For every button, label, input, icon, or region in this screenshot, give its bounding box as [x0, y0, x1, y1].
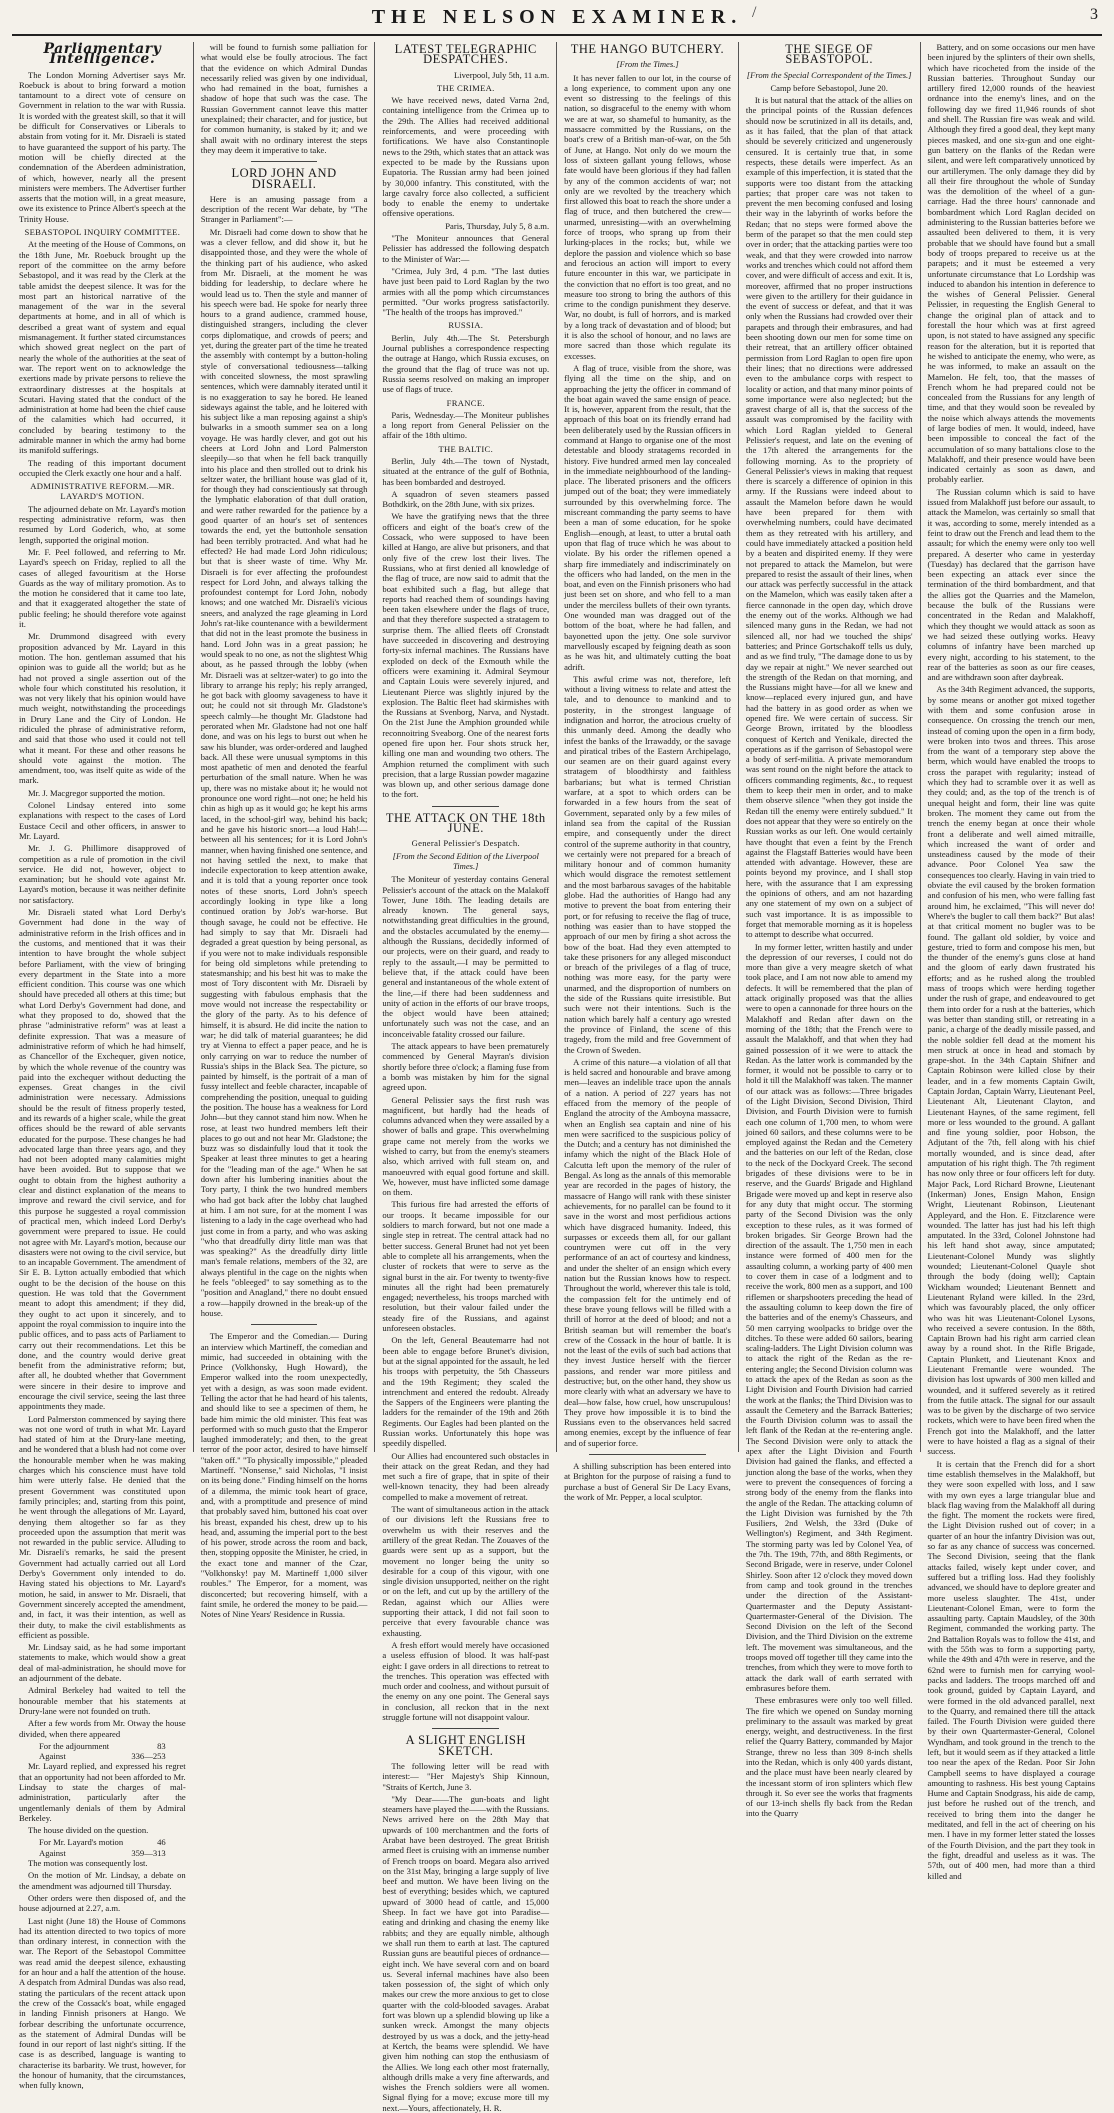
paragraph: Last night (June 18) the House of Commons had its attention directed to two topics of more than ordinary interest, in connection with the war. The Report of the Sebastopol Committee was read amid the deepest silence, exhausting for an hour and a half the attention of the house. A despatch from Admiral Dundas was also read, stating the particulars of the recent attack upon the crew of the Cossack's boat, while engaged in landing Finnish prisoners at Hango. We forbear describing the unfortunate occurrence, as the statement of Admiral Dundas will be found in our report of last night's sitting. If the case is as described, language is wanting to characterise its barbarity. We trust, however, for the honour of humanity, that the circumstances, when fully known,: [19, 1915, 186, 2091]
subheading-russia: RUSSIA.: [448, 320, 484, 331]
paragraph: The house divided on the question.: [28, 1825, 149, 1836]
paragraph: It is but natural that the attack of the allies on the principal points of the Russian defences should now be scrutinized in all its details, and, as it has failed, that the plan of that attack should be severely criticized and ungenerously censured. It is certainly true that, in some respects, these details were imperfect. As an example of this imperfection, it is stated that the supports were too distant from the attacking parties; that proper care was not taken to prevent the men becoming confused and losing their way in the labyrinth of works before the Redan; that no steps were formed above the berm of the parapet so that the men could step over in order; that the attacking parties were too weak, and that they were crowded into narrow works and trenches which could not afford them cover, and were difficult of access and exit. It is, moreover, affirmed that no proper instructions were given to the artillery for their guidance in the event of success or defeat, and that it was only when the Russians had crowded over their parapets and through their embrasures, and had been shooting down our men for some time on their retreat, that an artillery officer obtained permission from Lord Raglan to open fire upon their lines; that no directions were addressed even to the ambulance corps with respect to locality or action, and that many minor points of some importance were also neglected; but the gravest charge of all is, that the success of the assault was compromised by the facility with which Lord Raglan yielded to General Pelissier's request, and late on the evening of the 17th altered the arrangements for the following morning. As to the propriety of General Pelissier's views in making that request there is scarcely a difference of opinion in this army. If the Russians were indeed about to assault the Mamelon before dawn he would have been prepared for them with overwhelming numbers, could have decimated them as they retreated with his artillery, and could have immediately attacked a position held by a beaten and dispirited enemy. If they were not prepared to attack the Mamelon, but were prepared to resist the assault of their lines, when our attack was perfectly successful in the attack on the Mamelon, which was easily taken after a fierce cannonade in the open day, which drove the enemy out of the works. Although we had silenced many guns in the Redan, we had not silenced all, nor had we touched the ships' batteries; and Prince Gortschakoff tells us duly, and as we find truly, "The damage done to us by day we repair at night." We never searched out the strength of the Redan on that morning, and the Russians might have—for all we knew and know—replaced every injured gun, and have had the battery in as good order as when we opened fire. We were certain of success. Sir George Brown, irritated by the bloodless conquest of Kertch and Yenikale, directed the operations as if the garrison of Sebastopol were a body of serf-militia. A private memorandum was sent round on the night before the attack to officers commanding regiments, &c., to request them to keep their men in order, and to make them observe silence "when they got inside the Redan till the enemy were entirely subdued." It does not appear that they were so entirely on the Russian works as our left. One would certainly have thought that even a feint by the French against the Flagstaff Batteries would have been attended with advantage. However, these are points beyond my province, and I shall stop here, with the assurance that I am expressing the opinions of others, and am not hazarding any one statement of my own on a subject of such vast importance. It is as impossible to forget that memorable morning as it is hopeless to attempt to describe what occurred.: [745, 95, 913, 940]
divider: [251, 161, 318, 162]
paragraph: A shilling subscription has been entered into at Brighton for the purpose of raising a fund to purchase a bust of General Sir De Lacy Evans, the work of Mr. Pepper, a local sculptor.: [564, 1461, 731, 1502]
newspaper-title: THE NELSON EXAMINER.: [371, 5, 743, 28]
paragraph: Berlin, July 4th.—The St. Petersburgh Journal publishes a correspondence respecting the outrage at Hango, which Russia excuses, on the ground that the flag of truce was not up. Russia seems resolved on making an improper use of flags of truce.: [382, 332, 550, 395]
article-heading-telegraphic: LATEST TELEGRAPHIC DESPATCHES.: [394, 42, 537, 67]
paragraph: "My Dear——The gun-boats and light steamers have played the——with the Russians. News arrived here on the 28th May that upwards of 100 merchantmen and the forts of Arabat have been destroyed. The great British armed fleet is cruising with an immense number of French troops on board. Megara also arrived on the 31st May, bringing a large supply of live beef and mutton. We have been living on the best of everything; besides which, we captured upward of 3000 head of cattle, and 15,000 Sheep. In fact we have got into Paradise—eating and drinking and chasing the enemy like rabbits; and they are equally nimble, although we shall run them to earth at last. The captured Russian guns are beautiful pieces of ordnance—eight inch. We have several corn and on board us. Several infernal machines have also been taken possession of, the sight of which only makes our crew the more anxious to get to close quarter with the cold-blooded savages. Arabat fort was blown up a splendid blowing up like a sunken wreck. Amongst the many objects destroyed by us was a dock, and the jetty-head at Kertch, the beams were splendid. We have given him nothing can stop the enthusiasm of the Allies. We long each other most fraternally, although drills make a very fine afterwards, and wishes the French soldiers were all women. Signal flying for a move; excuse more till my next.—Yours, affectionately, H. R.: [382, 1793, 550, 2113]
dateline: Paris, Thursday, July 5, 8 a.m.: [445, 220, 550, 231]
paragraph: The following letter will be read with interest:— "Her Majesty's Ship Kinnoun, "Straits of Kertch, June 3.: [382, 1760, 550, 1792]
paragraph: The want of simultaneous action in the attack of our divisions left the Russians free to overwhelm us with their reserves and the artillery of the great Redan. The Zouaves of the guards were sent up as a support, but the movement no longer being the unity so desirable for a coup of this vigour, with one single division unsupported, neither on the right or on the left, and cut up by the artillery of the Redan, against which our Allies were supporting their attack, I did not fail soon to perceive that every favourable chance was exhausting.: [382, 1504, 550, 1638]
paragraph: A squadron of seven steamers passed Bothdkirk, on the 28th June, with six prizes.: [382, 488, 550, 510]
dateline: Camp before Sebastopol, June 20.: [770, 82, 888, 93]
column-3: [375, 42, 557, 2113]
column-4: [557, 42, 739, 1502]
paragraph: Mr. Drummond disagreed with every proposition advanced by Mr. Layard in this motion. The hon. gentleman assumed that his opinion was to guide all the world; but as he had not proved a single assertion out of the whole four which constituted his resolution, it was not very likely that his opinion would have much weight, notwithstanding the proceedings in Drury Lane and the City of London. He ridiculed the phrase of administrative reform, and said that those who used it could not tell what it meant. For these and other reasons he should vote against the motion. The amendment, too, was itself quite as wide of the mark.: [19, 631, 186, 786]
paragraph: Mr. F. Peel followed, and referring to Mr. Layard's speech on Friday, replied to all the cases of alleged favouritism at the Horse Guards as the way of military promotion. As to the motion he considered that it came too late, and that it exaggerated altogether the state of public feeling; he should therefore vote against it.: [19, 546, 186, 630]
paragraph: The Moniteur of yesterday contains General Pelissier's account of the attack on the Malakoff Tower, June 18th. The leading details are already known. The general says, notwithstanding great difficulties in the ground, and the obstacles accumulated by the enemy—although the Russians, decidedly informed of our projects, were on their guard, and ready to reply to the assault,—I may be permitted to believe that, if the attack could have been general and instantaneous of the whole extent of the line,—if there had been suddenness and unity of action in the efforts of our brave troops, the object would have been attained; unfortunately such was not the case, and an inconceivable fatality crossed our failure.: [382, 874, 550, 1039]
paragraph: After a few words from Mr. Otway the house divided, when there appeared: [19, 1718, 186, 1739]
column-5: [739, 42, 921, 1819]
paragraph: This awful crime was not, therefore, left without a living witness to relate and attest the tale, and to denounce to mankind and to posterity, in the strongest language of indignation and horror, the atrocious cruelty of this unmanly deed. Among the deadly who infest the banks of the Irrawaddy, or the savage and piratical tribes of the Eastern Archipelago, our seamen are on their guard against every stratagem of bloodthirsty and faithless barbarians; but what is termed Christian warfare, at a spot to which orders can be forwarded in a few hours from the seat of Government, separated only by a few miles of inland sea from the capital of the Russian empire, and consequently under the direct control of the supreme authority in that country, we certainly were not prepared for a breach of military honour and of common humanity which would disgrace the remotest settlement and the most barbarous savages of the habitable globe. Had the authorities of Hango had any motive to prevent the boat from entering their port, or for refusing to receive the flag of truce, nothing was easier than to have stopped the approach of our men by firing a shot across the bow of the boat. Had they even attempted to take these prisoners for any alleged misconduct or breach of the privileges of a flag of truce, nothing was more easy, for the party were unarmed, and the disproportion of numbers on the side of the Russians quite irresistible. But such were not their intentions. Such is the nation which barely half a century ago wrested the province of Finland, the scene of this tragedy, from the mild and free Government of the Crown of Sweden.: [564, 673, 731, 1055]
paragraph: Our Allies had encountered such obstacles in their attack on the great Redan, and they had met such a fire of grape, that in spite of their well-known tenacity, they had been already compelled to make a movement of retreat.: [382, 1450, 550, 1502]
divider: [432, 806, 499, 807]
paragraph: It is certain that the French did for a short time establish themselves in the Malakhoff, but they were soon expelled with loss, and I saw with my own eyes a large triangular blue and black flag waving from the Malakhoff all during the fight. The moment the rockets were fired, the Light Division rushed out of cover; in a quarter of an hour the infantry Division was out, so far as any chance of success was concerned. The Second Division, seeing that the flank attacks failed, wisely kept under cover, and suffered but a trifling loss. Had they foolishly advanced, we should have to deplore greater and more useless slaughter. The 41st, under Lieutenant-Colonel Eman, were to form the assaulting party. Captain Maudsley, of the 30th Regiment, commanded the working party. The 2nd Battalion Royals was to follow the 41st, and with the 55th was to form a supporting party, while the 49th and 47th were in reserve, and the 62nd were to furnish men for carrying wool-packs and ladders. The troops marched off and took ground, guided by Captain Layard, and were formed in the old advanced parallel, next to the Quarry, and remained there till the attack failed. The Fourth Division were guided there by their own Quartermaster-General, Colonel Wyndham, and took ground in the trench to the left, but it would seem as if they attacked a little too near the apex of the Redan. Poor Sir John Campbell seems to have displayed a courage amounting to rashness. His best young Captains Hume and Captain Snodgrass, his aide de camp, just before he rushed out of the trench, and received to bring them into the danger he meditated, and fell in the act of cheering on his men. I have in my former letter stated the losses of the Fourth Division, and the part they took in the fight, dreadful and useless as it was. The 57th, out of 400 men, had more than a third killed and: [927, 1458, 1096, 1881]
paragraph: Colonel Lindsay entered into some explanations with respect to the cases of Lord Eustace Cecil and other officers, in answer to Mr. Layard.: [19, 800, 186, 841]
subheading-crimea: THE CRIMEA.: [436, 82, 495, 93]
subheading-france: FRANCE.: [446, 397, 485, 408]
divider: [589, 1454, 706, 1455]
paragraph: A fresh effort would merely have occasioned a useless effusion of blood. It was half-past eight: I gave orders in all directions to retreat to the trenches. This operation was effected with much order and coolness, and without pursuit of the enemy on any one point. The General says in conclusion, all reckon that in the next struggle fortune will not disappoint valour.: [382, 1639, 550, 1723]
paragraph: On the motion of Mr. Lindsay, a debate on the amendment was adjourned till Thursday.: [19, 1870, 186, 1891]
source-note: [From the Special Correspondent of the Times.]: [746, 69, 912, 80]
paragraph: Lord Palmerston commenced by saying there was not one word of truth in what Mr. Layard had stated of him at the Drury-lane meeting, and he wondered that a blush had not come over the honourable member when he was making charges which his conscience must have told him were utterly false. He denied that the present Government was constituted upon family principles; and, starting from this point, he went through the allegations of Mr. Layard, denying them altogether so far as they proceeded upon the assumption that merit was not rewarded in the public service. Alluding to Mr. Disraeli's remarks, he said the present Government had actually carried out all Lord Derby's Government only intended to do. Having stated his objections to Mr. Layard's motion, he said, in answer to Mr. Disraeli, that Government sincerely accepted the amendment, and, in fact, it was their intention, as well as their duty, to make the civil establishments as efficient as possible.: [19, 1413, 186, 1640]
paragraph: Mr. Lindsay said, as he had some important statements to make, which would show a great deal of mal-administration, he should move for an adjournment of the debate.: [19, 1642, 186, 1684]
paragraph: The reading of this important document occupied the Clerk exactly one hour and a half.: [19, 457, 186, 478]
paragraph: On the left, General Beautemarre had not been able to engage before Brunet's division, but at the signal appointed for the assault, he led his troops with perpetuity, the 5th Chasseurs and the 19th Regiment; they scaled the intrenchment and entered the redoubt. Already the Sappers of the Engineers were planting the ladders for the remainder of the 19th and 26th Regiments. Our Eagles had been planted on the Russian works. Unfortunately this hope was speedily dispelled.: [382, 1335, 550, 1449]
paragraph: These embrasures were only too well filled. The fire which we opened on Sunday morning preliminary to the assault was marked by great energy, weight, and destructiveness. In the first relief the Quarry Battery, commanded by Major Strange, threw no less than 309 8-inch shells into the Redan, which is only 400 yards distant, and the place must have been nearly cleared by the incessant storm of iron splinters which flew through it. So ever see the works that fragments of our 13-inch shells fly back from the Redan into the Quarry: [745, 1695, 913, 1819]
article-heading-sketch: A SLIGHT ENGLISH SKETCH.: [405, 1733, 526, 1758]
division-row: Against 359—313: [39, 1847, 166, 1858]
corner-mark: /: [752, 4, 757, 21]
paragraph: The Russian column which is said to have issued from Malakhoff just before our assault, to attack the Mamelon, was certainly so small that it was, according to some, merely intended as a feint to draw out the French and lead them to the assault; for which the enemy were only too well prepared. A deserter who came in yesterday (Tuesday) has declared that the garrison have been expecting an attack ever since the termination of the third bombardment, and that the allies got the Quarries and the Mamelon, because the bulk of the Russians were concentrated in the Redan and Malakhoff, which they thought we would attack as soon as we had seized these outlying works. Heavy columns of infantry have been marched up every night, according to his statement, to the rear of the batteries as soon as our fire ceases, and are withdrawn soon after daybreak.: [927, 486, 1096, 683]
paragraph: The London Morning Advertiser says Mr. Roebuck is about to bring forward a motion tantamount to a direct vote of censure on Government in relation to the war with Russia. It is worded with the greatest skill, so that it will be difficult for Conservatives or Liberals to abstain from voting for it. Mr. Disraeli is stated to have guaranteed the support of his party. The motion will be chiefly directed at the condemnation of the Aberdeen administration, of which, however, nearly all the present ministers were members. The Advertiser further asserts that the motion will, in a great measure, owe its existence to Prince Albert's speech at the Trinity House.: [19, 69, 186, 224]
masthead: [12, 0, 1102, 36]
source-note: [From the Times.]: [616, 59, 679, 70]
paragraph: "Crimea, July 3rd, 4 p.m. "The last duties have just been paid to Lord Raglan by the two armies with all the pomp which circumstances permitted. "Our works progress satisfactorily. "The health of the troops has improved.": [382, 265, 550, 318]
subheading-baltic: THE BALTIC.: [438, 443, 494, 454]
paragraph: Mr. J. G. Phillimore disapproved of competition as a rule of promotion in the civil service. He did not, however, object to examination; but he should vote against Mr. Layard's motion, because it was neither definite nor satisfactory.: [19, 843, 186, 905]
paragraph: As the 34th Regiment advanced, the supports, by some means or another got mixed together with them and some confusion arose in consequence. On crossing the trench our men, instead of coming upon the open in a firm body, were broken into twos and threes. This arose from the want of a temporary step above the berm, which would have enabled the troops to cross the parapet with regularity; instead of which they had to scramble over it as well as they could; and, as the top of the trench is of unequal height and form, their line was quite broken. The moment they came out from the trench the enemy began at once their whole front a deliberate and well aimed mitraille, which increased the want of order and unsteadiness caused by the mode of their advance. Poor Colonel Yea saw the consequences too clearly. Having in vain tried to obviate the evil caused by the broken formation and confusion of his men, who were falling fast around him, he exclaimed, "This will never do! Where's the bugler to call them back?" But alas! at that critical moment no bugler was to be found. The gallant old soldier, by voice and gesture, tried to form and compose his men, but the thunder of the enemy's guns close at hand and the gloom of early dawn frustrated his efforts; and as he rushed along the troubled mass of troops which were herding together under the rush of grape, and endeavoured to get them into order for a rush at the batteries, which was better than standing still, or retreating in a panic, a charge of the deadly missile passed, and the noble soldier fell dead at the moment his men struck at once in head and stomach by grape-shot. In the 34th Captain Shifner and Captain Robinson were killed close by their leader, and in a few moments Captain Gwilt, Captain Jordan, Captain Warry, Lieutenant Peel, Lieutenant Alt, Lieutenant Clayton, and Lieutenant Haynes, of the same regiment, fell more or less wounded to the ground. A gallant and fine young soldier, poor Hobson, the Adjutant of the 7th, fell along with his chief mortally wounded, and is since dead, after amputation of his right thigh. The 7th regiment has now only three or four officers left for duty. Major Pack, Lord Richard Browne, Lieutenant (Inkerman) Jones, Ensign Mahon, Ensign Wright, Lieutenant Robinson, Lieutenant Appleyard, and the Hon. E. Fitzclarence were wounded. The latter has just had his left thigh amputated. In the 33rd, Colonel Johnstone had his left hand shot away, since amputated; Lieutenant-Colonel Mundy was slightly wounded; Lieutenant-Colonel Quayle shot through the body (doing well); Captain Wickham wounded; Lieutenant Bennett and Lieutenant Ryland were killed. In the 23rd, which was favourably placed, the only officer who was hit was Lieutenant-Colonel Lysons, who received a severe contusion. In the 88th, Captain Brown had his right arm carried clean away by a round shot. In the Rifle Brigade, Captain Plunkett, and Lieutenant Knox and Lieutenant Fremantle were wounded. The division has lost upwards of 300 men killed and wounded, and it suffered severely as it retired from the futile attack. The signal for our assault was to be given by the discharge of two service rockets, which were to have been fired when the French got into the Malakhoff, and the latter were to have hoisted a flag as a signal of their success.: [927, 684, 1096, 1457]
paragraph: The adjourned debate on Mr. Layard's motion respecting administrative reform, was then resumed by Lord Goderich, who, at some length, supported the original motion.: [19, 503, 186, 545]
paragraph: At the meeting of the House of Commons, on the 18th June, Mr. Roebuck brought up the report of the committee on the army before Sebastopol, and it was read by the Clerk at the table amidst the deepest silence. It was for the most part an historical narrative of the management of the war in the several departments at home, and in all of which is described a great want of system and equal mismanagement. It further stated circumstances which showed great neglect on the part of nearly the whole of the authorities at the seat of war. The report went on to acknowledge the exertions made by private persons to relieve the extraordinary distresses at the hospitals at Scutari. Having stated that the conduct of the administration at home had been the chief cause of the calamities which had occurred, it concluded by bearing testimony to the admirable manner in which the army had borne its manifold sufferings.: [19, 239, 186, 456]
paragraph: "The Moniteur announces that General Pelissier has addressed the following despatch to the Minister of War:—: [382, 233, 550, 264]
paragraph: It has never fallen to our lot, in the course of a long experience, to comment upon any one event so distressing to the feelings of this nation, so disgraceful to the enemy with whom we are at war, so shameful to humanity, as the massacre committed by the Russians, on the boat's crew of a British man-of-war, on the 5th of June, at Hango. Not only do we mourn the loss of sixteen gallant young fellows, whose fate would have been glorious if they had fallen by any of the common accidents of war; not only are we revolted by the treachery which first allowed this boat to reach the shore under a flag of truce, and then butchered the crew—unarmed, unresisting—with an overwhelming force of troops, who sprang up from their lurking-places in the rocks; but, while we deplore the passion and violence which so base and ferocious an action will import to every future encounter in this war, we participate in the conviction that no effort is too great, and no measure too strong to bring the authors of this crime to the condign punishment they deserve. War, no doubt, is full of horrors, and is marked by a long track of devastation and of blood; but it is also the school of honour, and no laws are more sacred than those which regulate its excesses.: [564, 72, 731, 361]
subheading-despatch: General Pelissier's Despatch.: [411, 838, 520, 849]
source-note: [From the Second Edition of the Liverpool Times.]: [392, 850, 539, 871]
paragraph: Mr. Disraeli stated what Lord Derby's Government had done in the way of administrative reform in the Irish offices and in the customs, and mentioned that it was their intention to have brought the whole subject before Parliament, with the view of bringing every department in the State into a more efficient condition. This course was one which should have preceded all others at this time; but what Lord Derby's Government had done, and what they proposed to do, showed that the phrase "administrative reform" was at least a definite expression. That was a measure of administrative reform of which he had himself, as Chancellor of the Exchequer, given notice, by which the whole revenue of the country was paid into the exchequer without deducting the expenses. Great changes in the civil administration were necessary. Admissions should be the result of fitness properly tested, and its rewards of a higher scale, while the great offices should be the reward of able servants educated for the purpose. These changes he had advocated large than three years ago, and they had not been adopted many calamities might have been avoided. But to suppose that we ought to obtain from the highest authority a clear and distinct explanation of the means to improve and reward the civil service, and for this purpose he suggested a royal commission of practical men, which indeed Lord Derby's government were prepared to issue. He could not agree with Mr. Layard's motion, because our disasters were not owing to the civil service, but to an incapable Government. The amendment of Sir E. B. Lytton actually embodied that which ought to be the decision of the house on this question. He was told that the Government meant to adopt this amendment; if they did, they ought to act upon it sincerely, and to appoint the royal commission to inquire into the public offices, and to pass acts of Parliament to carry out their recommendations. Let this be done, and the country would derive great benefit from the administrative reform; but, after all, he doubted whether that Government were sincere in their desire to improve and encourage the civil service, seeing the last three appointments they made.: [19, 907, 186, 1412]
divider: [251, 1324, 318, 1325]
page-number: 3: [1090, 6, 1098, 23]
paragraph: A flag of truce, visible from the shore, was flying all the time on the ship, and on approaching the jetty the officer in command of the boat again waved the same ensign of peace. It is, however, apparent from the result, that the approach of this boat on its friendly errand had been deliberately used by the Russian officers in command at Hango to organise one of the most detestable and bloody stratagems recorded in history. Five hundred armed men lay concealed in the immediate neighbourhood of the landing-place. The liberated prisoners and the officers jumped out of the boat; they were immediately surrounded by this overwhelming force. The miscreant commanding the party seems to have been a man of some education, for he spoke English—enough, at least, to utter a brutal oath upon that flag of truce which he was about to violate. By his order the riflemen opened a sharp fire immediately and indiscriminately on the officers who had landed, on the men in the boat, and even on the Finnish prisoners who had just been set on shore, and who fell to a man under the merciless bullets of their own tyrants. One wounded man was dragged out of the bottom of the boat, where he had fallen, and bayonetted upon the jetty. One sole survivor marvellously escaped by feigning death as soon as he was hit, and ultimately cutting the boat adrift.: [564, 362, 731, 672]
paragraph: We have received news, dated Varna 2nd, containing intelligence from the Crimea up to the 29th. The Allies had received additional reinforcements, and were proceeding with fortifications. We have also Constantinople news to the 29th, which states that an attack was expected to be made by the Russians upon Eupatoria. The Russian army had been joined by 30,000 infantry. This constituted, with the large cavalry force also collected, a sufficient body to enable the enemy to undertake offensive operations.: [382, 95, 550, 219]
paragraph: Other orders were then disposed of, and the house adjourned at 2.27, a.m.: [19, 1892, 186, 1914]
paragraph: The motion was consequently lost.: [28, 1858, 148, 1869]
paragraph: Berlin, July 4th.—The town of Nystadt, situated at the entrance of the gulf of Bothnia, has been bombarded and destroyed.: [382, 455, 550, 487]
subheading-reform: ADMINISTRATIVE REFORM.—MR. LAYARD'S MOTION.: [30, 481, 175, 502]
paragraph: The attack appears to have been prematurely commenced by General Mayran's division shortly before three o'clock; a flaming fuse from a bomb was mistaken by him for the signal agreed upon.: [382, 1041, 550, 1093]
dateline: Liverpool, July 5th, 11 a.m.: [453, 69, 550, 80]
division-row: For Mr. Layard's motion 46: [39, 1837, 166, 1848]
paragraph: This furious fire had arrested the efforts of our troops. It became impossible for our soldiers to march forward, but not one made a single step in retreat. The central attack had no better success. General Brunet had not yet been able to complete all his arrangements, when the cluster of rockets that were to serve as the signal burst in the air. For twenty to twenty-five minutes all the right had been prematurely engaged; nevertheless, his troops marched with resolution, but their valour failed under the steady fire of the Russians, and against unforeseen obstacles.: [382, 1199, 550, 1334]
section-heading-parliamentary: Parliamentary Intelligence.: [43, 41, 162, 68]
column-2: [194, 42, 376, 1620]
paragraph: Paris, Wednesday.—The Moniteur publishes a long report from General Pelissier on the affair of the 18th ultimo.: [382, 409, 550, 441]
division-row: For the adjournment 83: [39, 1740, 166, 1751]
column-6: [921, 42, 1103, 1881]
subheading-inquiry: SEBASTOPOL INQUIRY COMMITTEE.: [24, 227, 181, 238]
paragraph-emperor: The Emperor and the Comedian.— During an interview which Martineff, the comedian and mimic, had succeeded in obtaining with the Prince (Volkhonsky, Hugh Howard), the Emperor walked into the room unexpectedly, yet with a design, as was soon made evident. Telling the actor that he had heard of his talents, and should like to see a specimen of them, he bade him mimic the old minister. This feat was performed with so much gusto that the Emperor laughed immoderately; and then, to the great terror of the poor actor, desired to have himself "taken off." "To physically impossible," pleaded Martineff. "Nonsense," said Nicholas, "I insist on its being done." Finding himself on the horns of a dilemma, the mimic took heart of grace, and, with a promptitude and presence of mind that probably saved him, buttoned his coat over his breast, expanded his chest, drew up to his head, and, assuming the imperial port to the best of his power, strode across the room and back, then, stopping opposite the Minister, he cried, in the exact tone and manner of the Czar, "Volkhonsky! pay M. Martineff 1,000 silver roubles." The Emperor, for a moment, was disconcerted; but recovering himself, with a faint smile, he ordered the money to be paid.—Notes of Nine Years' Residence in Russia.: [200, 1331, 368, 1620]
paragraph: General Pelissier says the first rush was magnificent, but hardly had the heads of columns advanced when they were assailed by a shower of balls and grape. This overwhelming grape came not merely from the works we wished to carry, but from the enemy's steamers also, which arrived with full steam on, and manoeuvred with equal good fortune and skill. We, however, must have inflicted some damage on them.: [382, 1094, 550, 1198]
division-row: Against 336—253: [39, 1751, 166, 1762]
paragraph: Mr. Disraeli had come down to show that he was a clever fellow, and did show it, but he disappointed those, and they were the whole of the thinking part of his audience, who asked from Mr. Disraeli, at the moment he was bidding for leadership, to declare where he would lead us to. Then the style and manner of his speech were bad. He spoke for nearly three hours to a grand audience, crammed house, distinguished strangers, including the clever corps diplomatique, and crowds of peers; and yet, during the greater part of the time he treated the assembly with contempt by a button-holing style of conversational tediousness—talking with conceited slowness, the most sprawling sentences, which were damnably iterated until it is no exaggeration to say he bored. He leaned sideways against the table, and he loitered with his subject like a man reposing against a ship's bulwarks in a smooth summer sea on a long voyage. He was hardly clever, and got out his cheers at Lord John and Lord Palmerston sleepily—so that when he fell back tranquilly into his place and then strolled out to drink his seltzer water, the brilliant house was glad of it, for though they had conscientiously sat through the lymphatic elaboration of that dull oration, and were rather rewarded for the patience by a good quarter of an hour's set of sentences towards the end, yet the buttonhole sensation had been terribly protracted. And what had he effected? He had made Lord John ridiculous; but that is sheer waste of time. Why Mr. Disraeli is for ever affecting the profoundest respect for Lord John, and always talking the profoundest contempt for Lord John, nobody knows; and one watched Mr. Disraeli's vicious sneers, and analyzed the rage gleaming in Lord John's rat-like countenance with a bewilderment that did not in the least promote the business in hand. Lord John was in a great passion; he would speak to no one, as not the slightest Whig about, as he passed through the lobby (when Mr. Disraeli was at seltzer-water) to go into the library to arrange his reply; his reply arranged, he got back with gloomy savageness to have it out; he could not sit through Mr. Gladstone's speech calmly—he thought Mr. Gladstone had perorated when Mr. Gladstone had not one half done, and was on his legs to burst out when he saw his blunder, was order-ordered and laughed back. All these were unusual symptoms in this most apathetic of men and denoted the fearful perturbation of the small nature. When he was up, there was no mistake about it; he would not pronounce one word right—not one; he held his chin as high up as it would go; he kept his arms laced, in the school-girl way, behind his back; and he gave his historic snort—a loud Hah!—between all his sentences; for it is Lord John's manner, when having finished one sentence, and not having settled the next, to make that indecile expectoration to keep attention awake, and it is told that a young reporter once took notes of these snorts, Lord John's speech accordingly looking in type like a long continued oration by Job's war-horse. But though savage, he could not be effective. He had simply to say that Mr. Disraeli had degraded a great question by being personal, as if you were not to make individuals responsible for being old simpletons while pretending to statesmanship; and his best hit was to make the most of Tory discontent with Mr. Disraeli by suggesting with fabulous emphasis that the move would not increase the respectability or the glory of the party. As to his defence of himself, it is absurd. He did incite the nation to war; he did talk of material guarantees; he did try at Vienna to effect a paper peace, and he is only carrying on war to reduce the number of Russia's ships in the Black Sea. The picture, so painted by himself, is the portrait of a man of fussy intellect and feeble character, incapable of comprehending the position, unequal to guiding the position. The house has a weakness for Lord John—but they cannot stand him now. When he rose, at least two hundred members left their places to go out and not hear Mr. Gladstone; the buzz was so disdainfully loud that it took the Speaker at least three minutes to get a hearing for the "leading man of the age." When he sat down after his lumbering inanities about the Tory party, I think the two hundred members who had got back after the lobby chat laughed at him. I am not sure, for at the moment I was listening to a lady in the cage overhead who had just come in from a party, and who was asking "who that dreadfully dirty little man was that was speaking?" As the dreadfully dirty little man's female relations, members of the 32, are always plentiful in the cage on the nights when he feels "obleeged" to say something as to the "position and Anagland," there no doubt ensued a row—happily drowned in the break-up of the house.: [200, 226, 368, 1318]
article-heading-siege: THE SIEGE OF SEBASTOPOL.: [785, 42, 874, 67]
column-1: [12, 41, 194, 2091]
paragraph: We have the gratifying news that the three officers and eight of the boat's crew of the Cossack, who were supposed to have been killed at Hango, are alive but prisoners, and that only five of the crew lost their lives. The Russians, who at first denied all knowledge of the flag of truce, are now said to admit that the boat exhibited such a flag, but allege that reports had reached them of soundings having been taken elsewhere under the flags of truce, and that they therefore suspected a stratagem to surprise them. The allied fleets off Cronstadt have succeeded in discovering and destroying forty-six infernal machines. The Russians have exploded on deck of the Exmouth while the officers were examining it. Admiral Seymour and Captain Louis were severely injured, and Lieutenant Pierce was slightly injured by the explosion. The Baltic fleet had skirmishes with the Russians at Svenborg, Narva, and Nystadt. On the 21st June the Amphion grounded while reconnoitring Sveaborg. One of the nearest forts opened fire upon her. Four shots struck her, killing one man and wounding two others. The Amphion returned the compliment with such precision, that a large Russian powder magazine was blown up, and other serious damage done to the fort.: [382, 511, 550, 800]
article-heading-attack: THE ATTACK ON THE 18th JUNE.: [385, 810, 546, 836]
paragraph: Battery, and on some occasions our men have been injured by the splinters of their own shells, which have ricocheted from the inside of the Russian batteries. Throughout Sunday our artillery fired 12,000 rounds of the heaviest ordnance into the enemy's lines, and on the following day we fired 11,946 rounds of shot and shell. The Russian fire was weak and wild. Although they fired a good deal, they kept many pieces masked, and one six-gun and one eight-gun battery on the flanks of the Redan were silent, and were left comparatively unnoticed by our artillerymen. The only damage they did by all their fire throughout the whole of Sunday was the demolition of the wheel of a gun-carriage. Had the three hours' cannonade and bombardment which Lord Raglan decided on administering to the Russian batteries before we assaulted been delivered to them, it is very probable that we should have found but a small body of troops prepared to receive us at the parapets; and it must be esteemed a very unfortunate circumstance that Lo Lordship was induced to abandon his intention in deference to the wishes of General Pelissier. General Pelissier, in requesting the English General to change the original plan of attack and to forestall the hour which was at first agreed upon, is not stated to have assigned any specific reason for the alteration, but it is reported that he wished to anticipate the enemy, who were, as he was informed, to make an assault on the Mamelon. He felt, too, that the masses of French whom he had prepared could not be concealed from the Russians for any length of time, and that they would soon be revealed by the noise which always attends the movements of large bodies of men. It would, indeed, have been impossible to conceal the fact of the accumulation of so many battalions close to the Malakhoff, and their presence would have been indicated certainly as soon as dawn, and probably earlier.: [927, 42, 1096, 485]
paragraph: Mr. J. Macgregor supported the motion.: [28, 787, 166, 798]
columns: [12, 41, 1102, 2113]
paragraph: In my former letter, written hastily and under the depression of our reverses, I could not do more than give a very meagre sketch of what took place, and I am not now able to amend my defects. It will be remembered that the plan of attack originally proposed was that the allies were to open a cannonade for three hours on the Malakhoff and Redan after dawn on the morning of the 18th; that the French were to assault the Malakhoff, and that when they had gained possession of it we were to attack the Redan. As the latter work is commanded by the former, it would not be possible to carry or to hold it till the Malakhoff was taken. The manner of our attack was as follows:—Three brigades of the Light Division, Second Division, Third Division, and Fourth Division were to furnish each one column of 1,700 men, to whom were joined 60 sailors, and these columns were to be employed against the Redan and the Cemetery and the batteries on our left of the Redan, close to the neck of the Dockyard Creek. The second brigades of these divisions were to be in reserve, and the Guards' Brigade and Highland Brigade were moved up and kept in reserve also for any duty that might occur. The storming party of the Second Division was the only exception to these rules, as it was formed of broken brigades. Sir George Brown had the direction of the assault. The 1,750 men in each instance were formed of 400 men for the assaulting column, a working party of 400 men to cover them in case of a lodgment and to receive the work, 800 men as a support, and 100 riflemen or sharpshooters preceding the head of the assaulting column to keep down the fire of the batteries and of the enemy's Chasseurs, and 50 men carrying woolpacks to bridge over the ditches. To these were added 60 sailors, bearing scaling-ladders. The Light Division column was to attack the right of the Redan as the re-entering angle; the Second Division column was to attack the apex of the Redan as soon as the Light Division and Fourth Division had carried the work at the flanks; the Third Division was to assault the Cemetery and the Barrack Batteries; the Fourth Division column was to assail the left flank of the Redan at the re-entering angle. The Second Division were only to attack the apex after the Light Division and Fourth Division had gained the flanks, and effected a junction along the base of the works, when they were to prevent the consequences of forcing a strong body of the enemy from the flanks into the angle of the Redan. The attacking column of the Light Division was furnished by the 7th Fusiliers, 2nd Welsh, the 33rd (Duke of Wellington's) Regiment, and 34th Regiment. The storming party was led by Colonel Yea, of the 7th. The 19th, 77th, and 88th Regiments, or Second Brigade, were in reserve, under Colonel Shirley. Soon after 12 o'clock they moved down from camp and took ground in the trenches under the direction of the Assistant-Quartermaster and the Deputy Assistant-Quartermaster-General of the Division. The Second Division on the left of the Second Division, and the Third Division on the extreme left. The movement was simultaneous, and the troops moved off together till they came into the trenches, from which they were to move forth to attack the dark wall of earth serrated with embrasures before them.: [745, 941, 913, 1693]
paragraph: will be found to furnish some palliation for what would else be foully atrocious. The fact that the evidence on which Admiral Dundas necessarily relied was given by one individual, who had remained in the boat, furnishes a shadow of hope that such was the case. The Russian Government cannot leave this matter unexplained; their character, and for justice, but for common humanity, is staked by it; and we shall await with no ordinary interest the steps they may deem it imperative to take.: [200, 42, 368, 155]
paragraph: A crime of this nature—a violation of all that is held sacred and honourable and brave among men—leaves an indelible trace upon the annals of a nation. A period of 227 years has not effaced from the memory of the people of England the atrocity of the Amboyna massacre, when an English sea captain and nine of his men were sacrificed to the suspicious policy of the Dutch; and a century has not diminished the infamy which the night of the Black Hole of Calcutta left upon the memory of the ruler of Bengal. As long as the annals of this memorable year are recorded in the pages of history, the massacre of Hango will rank with these sinister achievements, for no parallel can be found to it save in the worst and most perfidious actions which have disgraced humanity. Indeed, this surpasses or exceeds them all, for our gallant countrymen were cut off in the very performance of an act of courtesy and kindness, and under the shelter of an ensign which every nation but the Russian knows how to respect. Throughout the world, wherever this tale is told, the compassion felt for the untimely end of these brave young fellows will be filled with a thrill of horror at the deed of blood; and not a British seaman but will remember the boat's crew of the Cossack in the hour of battle. It is not the least of the evils of such bad actions that they invest Justice herself with the fiercer passions, and render war more pitiless and destructive; but, on the other hand, they show us more clearly with what an adversary we have to deal—how false, how cruel, how unscrupulous! They prove how impossible it is to bind the Russians even to the observances held sacred among enemies, except by the influence of fear and of superior force.: [564, 1056, 731, 1448]
divider: [432, 1728, 499, 1729]
paragraph: Here is an amusing passage from a description of the recent War debate, by "The Stranger in Parliament":—: [200, 193, 368, 225]
paragraph: Mr. Layard replied, and expressed his regret that an opportunity had not been afforded to Mr. Lindsay to state the charges of mal-administration, particularly after the ungentlemanly denials of them by Admiral Berkeley.: [19, 1761, 186, 1823]
article-heading-hango: THE HANGO BUTCHERY.: [570, 42, 725, 56]
paragraph: Admiral Berkeley had waited to tell the honourable member that his statements at Drury-lane were not founded on truth.: [19, 1685, 186, 1716]
article-heading-lord-john: LORD JOHN AND DISRAELI.: [231, 166, 337, 191]
